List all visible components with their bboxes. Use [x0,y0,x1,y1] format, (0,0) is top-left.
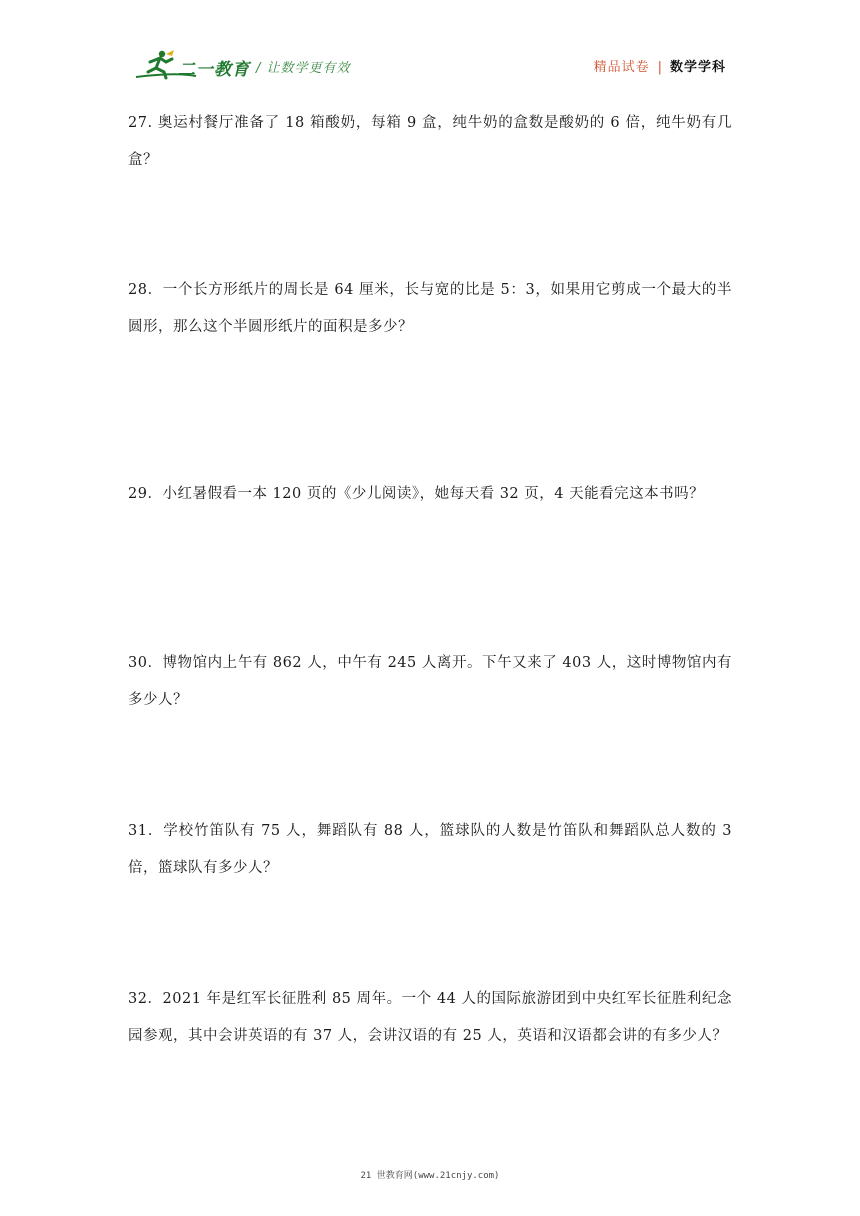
page-header [0,0,860,100]
question-27: 27. 奥运村餐厅准备了 18 箱酸奶，每箱 9 盒，纯牛奶的盒数是酸奶的 6 倍，纯牛奶有几盒？ [128,115,732,168]
question-29: 29．小红暑假看一本 120 页的《少儿阅读》，她每天看 32 页，4 天能看完这本书吗？ [128,486,705,502]
question-28: 28．一个长方形纸片的周长是 64 厘米，长与宽的比是 5：3，如果用它剪成一个最大的半圆形，那么这个半圆形纸片的面积是多少？ [128,282,732,335]
question-30: 30．博物馆内上午有 862 人，中午有 245 人离开。下午又来了 403 人，这时博物馆内有多少人？ [128,655,732,708]
header-slogan: / 让数学更有效 [256,61,351,76]
header-separator: | [657,60,662,75]
header-tags [594,56,726,75]
question-31: 31．学校竹笛队有 75 人，舞蹈队有 88 人，篮球队的人数是竹笛队和舞蹈队总人数的 3 倍，篮球队有多少人？ [128,823,732,876]
quality-tag: 精品试卷 [593,60,650,75]
subject-tag: 数学学科 [669,60,726,75]
page-footer: 21 世教育网(www.21cnjy.com) [360,1171,500,1181]
brand-name: 二一教育 [178,60,250,80]
question-32: 32．2021 年是红军长征胜利 85 周年。一个 44 人的国际旅游团到中央红军长征胜利纪念园参观，其中会讲英语的有 37 人，会讲汉语的有 25 人，英语和汉语都会讲的有多少人？ [128,991,732,1044]
